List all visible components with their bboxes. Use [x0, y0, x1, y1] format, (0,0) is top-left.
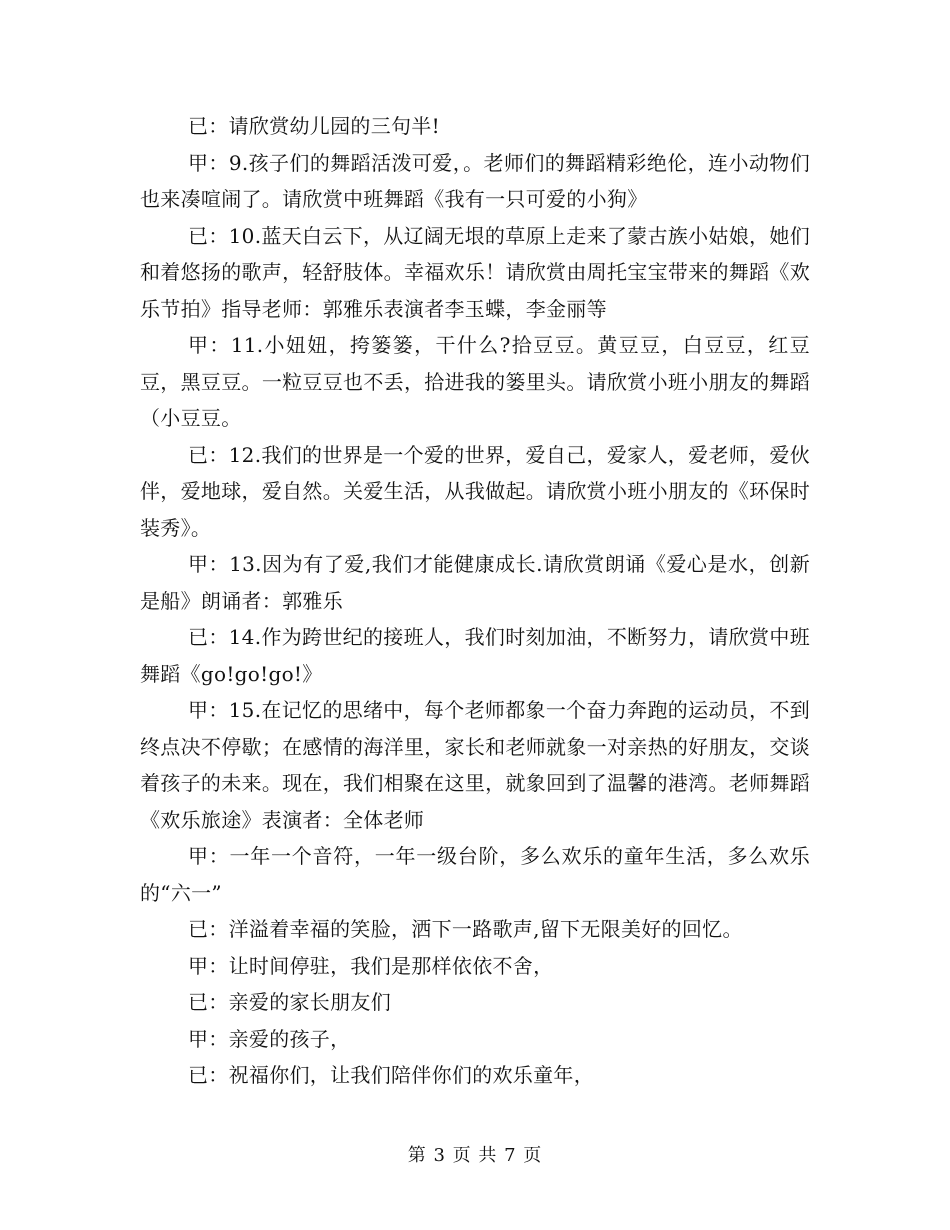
paragraph: 已：12.我们的世界是一个爱的世界，爱自己，爱家人，爱老师，爱伙伴，爱地球，爱自然。关爱生活，从我做起。请欣赏小班小朋友的《环保时装秀》。: [140, 442, 810, 540]
paragraph: 甲：亲爱的孩子，: [188, 1026, 351, 1051]
page-footer: [0, 1142, 950, 1170]
paragraph: 已：14.作为跨世纪的接班人，我们时刻加油，不断努力，请欣赏中班舞蹈《go!go!go!》: [140, 625, 810, 686]
paragraph: 已：亲爱的家长朋友们: [188, 990, 391, 1014]
paragraph: 甲：一年一个音符，一年一级台阶，多么欢乐的童年生活，多么欢乐的“六一”: [140, 844, 810, 905]
paragraph: 已：请欣赏幼儿园的三句半!: [188, 114, 440, 138]
paragraph: 已：10.蓝天白云下，从辽阔无垠的草原上走来了蒙古族小姑娘，她们和着悠扬的歌声，轻舒肢体。幸福欢乐！请欣赏由周托宝宝带来的舞蹈《欢乐节拍》指导老师：郭雅乐表演者李玉蝶，李金丽等: [140, 223, 810, 321]
paragraph: 已：洋溢着幸福的笑脸，洒下一路歌声,留下无限美好的回忆。: [188, 917, 743, 941]
paragraph: 甲：11.小妞妞，挎篓篓，干什么?拾豆豆。黄豆豆，白豆豆，红豆豆，黑豆豆。一粒豆豆也不丢，拾进我的篓里头。请欣赏小班小朋友的舞蹈（小豆豆。: [140, 333, 810, 430]
paragraph: 已：祝福你们，让我们陪伴你们的欢乐童年，: [188, 1063, 594, 1087]
total-page-count: 7: [504, 1145, 517, 1166]
footer-middle: 页 共: [452, 1145, 498, 1166]
current-page-number: 3: [433, 1145, 446, 1166]
paragraph: 甲：9.孩子们的舞蹈活泼可爱，。老师们的舞蹈精彩绝伦，连小动物们也来凑喧闹了。请欣赏中班舞蹈《我有一只可爱的小狗》: [140, 150, 810, 211]
footer-prefix: 第: [407, 1145, 427, 1166]
document-body: [140, 108, 810, 1094]
paragraph: 甲：15.在记忆的思绪中，每个老师都象一个奋力奔跑的运动员，不到终点决不停歇；在感情的海洋里，家长和老师就象一对亲热的好朋友，交谈着孩子的未来。现在，我们相聚在这里，就象回到了温馨的港湾。老师舞蹈《欢乐旅途》表演者：全体老师: [140, 698, 810, 832]
paragraph: 甲：13.因为有了爱,我们才能健康成长.请欣赏朗诵《爱心是水，创新是船》朗诵者：郭雅乐: [140, 552, 810, 613]
footer-suffix: 页: [523, 1145, 543, 1166]
paragraph: 甲：让时间停驻，我们是那样依依不舍，: [188, 953, 554, 978]
